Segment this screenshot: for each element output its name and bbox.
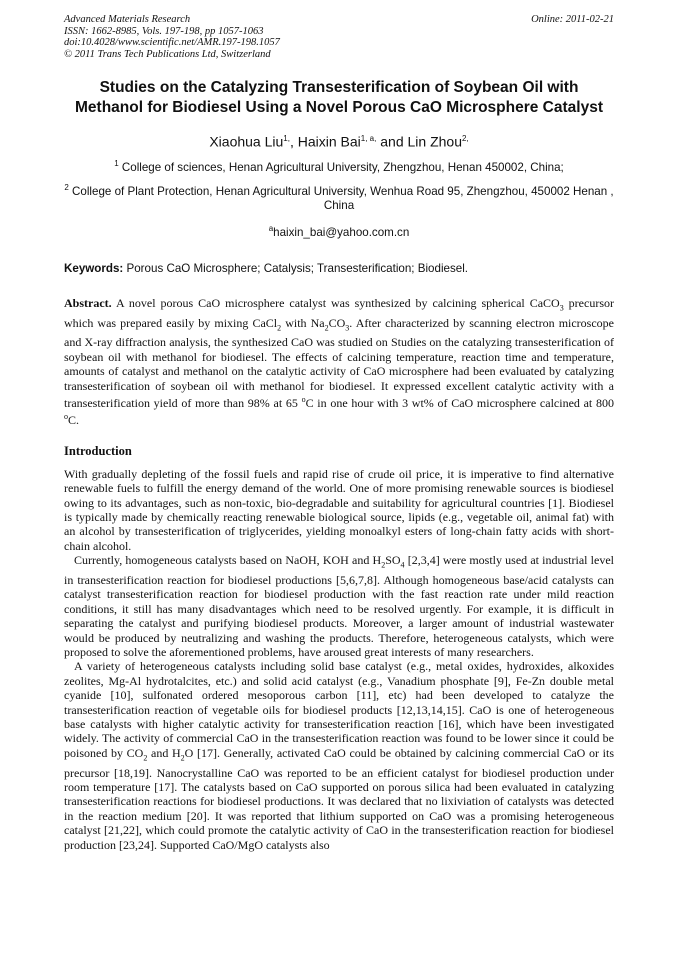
author-3: and Lin Zhou	[376, 133, 462, 150]
degree-sup: o	[301, 394, 306, 404]
sub-2: 2	[381, 560, 386, 570]
sub-3: 3	[345, 322, 350, 332]
para2-text-a: Currently, homogeneous catalysts based on NaOH, KOH and H	[74, 553, 382, 568]
affiliation-2-sup: 2	[64, 183, 69, 193]
keywords	[64, 262, 614, 276]
journal-name: Advanced Materials Research	[64, 14, 191, 25]
abstract-text-1: A novel porous CaO microsphere catalyst was synthesized by calcining spherical CaCO	[111, 295, 560, 310]
email-text: haixin_bai@yahoo.com.cn	[273, 225, 410, 239]
paper-page	[64, 14, 614, 852]
sub-3: 3	[559, 303, 564, 313]
sub-2: 2	[180, 753, 185, 763]
title-line-2: Methanol for Biodiesel Using a Novel Porous CaO Microsphere Catalyst	[75, 99, 603, 116]
abstract	[64, 296, 614, 428]
para3-text-c: O [17]. Generally, activated CaO could be obtained by calcining commercial CaO or its precursor [18,19]. Nanocrystalline CaO was reported to be an efficient catalyst for biodiesel production under room temperature [17]. The catalysts based on CaO supported on porous silica had been evaluated in catalyzing transesterification reactions for biodiesel productions. It was declared that no lixiviation of catalysts was detected in the reaction medium [20]. It was reported that lithium supported on CaO was a promising heterogeneous catalyst [21,22], which could promote the catalytic activity of CaO in the transesterification reaction for biodiesel production [23,24]. Supported CaO/MgO catalysts also	[64, 745, 615, 852]
author-2: , Haixin Bai	[289, 133, 361, 150]
author-1: Xiaohua Liu	[209, 133, 284, 150]
abstract-text-5: . After characterized by scanning electron microscope and X-ray diffraction analysis, the synthesized CaO was studied on Studies on the catalyzing transesterification of soybean oil with methanol for biodiesel. The effects of calcining temperature, reaction time and temperature, amounts of catalyst and methanol on the catalytic activity of CaO microsphere had been evaluated by catalyzing transesterification of soybean oil with methanol for biodiesel. It expressed excellent catalytic activity with a transesterification yield of more than 98% at 65	[64, 315, 615, 410]
intro-paragraph-3	[64, 659, 614, 852]
para2-text-b: SO	[385, 553, 401, 568]
keywords-label: Keywords:	[64, 261, 124, 275]
abstract-label: Abstract.	[64, 295, 112, 310]
paper-title	[64, 78, 614, 118]
author-2-sup: 1, a,	[360, 134, 377, 143]
abstract-text-3: with Na	[281, 315, 325, 330]
author-3-sup: 2,	[461, 134, 469, 143]
sub-2: 2	[324, 322, 329, 332]
email-sup: a	[268, 223, 274, 233]
affiliation-1-sup: 1	[114, 158, 119, 168]
journal-issn: ISSN: 1662-8985, Vols. 197-198, pp 1057-1063	[64, 25, 264, 37]
para3-text-a: A variety of heterogeneous catalysts including solid base catalyst (e.g., metal oxides, hydroxides, alkoxides zeolites, Mg-Al hydrotalcites, etc.) and solid acid catalyst (e.g., Vanadium phosphate [9], Fe-Zn double metal cyanide [10], sulfonated ordered mesoporous carbon [11], etc) had been developed to catalyze the transesterification reaction of vegetable oils for biodiesel products [12,13,14,15]. CaO is one of heterogeneous base catalysts with higher catalytic activity for transesterification reaction [16], which have been investigated widely. The activity of commercial CaO in the transesterification reaction was found to be lower since it could be poisoned by CO	[64, 659, 614, 760]
author-list	[64, 130, 614, 151]
sub-2: 2	[143, 753, 148, 763]
affiliation-1	[64, 157, 614, 175]
journal-copyright: © 2011 Trans Tech Publications Ltd, Switzerland	[64, 48, 271, 60]
abstract-text-4: CO	[328, 315, 346, 330]
affiliation-2	[64, 181, 614, 214]
affiliation-1-text: College of sciences, Henan Agricultural University, Zhengzhou, Henan 450002, China;	[118, 160, 564, 174]
sub-2: 2	[277, 322, 282, 332]
section-heading-introduction: Introduction	[64, 443, 132, 458]
para3-text-b: and H	[147, 745, 181, 760]
journal-header	[64, 14, 614, 70]
intro-paragraph-2	[64, 553, 614, 659]
abstract-text-7: C.	[68, 413, 80, 428]
journal-doi: doi:10.4028/www.scientific.net/AMR.197-198.1057	[64, 37, 280, 48]
sub-4: 4	[400, 560, 405, 570]
online-date: Online: 2011-02-21	[531, 14, 614, 25]
abstract-text-6: C in one hour with 3 wt% of CaO microsphere calcined at 800	[305, 395, 614, 410]
degree-sup: o	[64, 412, 68, 422]
author-email	[64, 222, 614, 240]
intro-paragraph-1: With gradually depleting of the fossil fuels and rapid rise of crude oil price, it is imperative to find alternative renewable fuels to fulfill the energy demand of the world. One of more promising renewable sources is biodiesel owing to its advantages, such as non-toxic, bio-degradable and suitability for agricultural countries [1]. Biodiesel is typically made by chemically reacting renewable biological source, lipids (e.g., vegetable oil, animal fat) with an alcohol by transesterification of triglycerides, yielding monoalkyl esters of long-chain fatty acids with short-chain alcohol.	[64, 466, 614, 553]
author-1-sup: 1,	[283, 134, 290, 143]
title-line-1: Studies on the Catalyzing Transesterification of Soybean Oil with	[99, 79, 579, 96]
affiliation-2-text: College of Plant Protection, Henan Agricultural University, Wenhua Road 95, Zhengzhou, 450002 Henan , China	[68, 184, 614, 213]
para2-text-c: [2,3,4] were mostly used at industrial level in transesterification reaction for biodiesel productions [5,6,7,8]. Although homogeneous base/acid catalysts can catalyst transesterification reaction for biodiesel production with the fast reaction rate under mild reaction conditions, it still has many disadvantages which need to be resolved urgently. For example, it is difficult in separating the catalyst and purifying biodiesel products. Moreover, a larger amount of industrial wastewater would be produced by neutralizing and washing the products. Therefore, heterogeneous catalysts, which were proposed to solve the aforementioned problems, have aroused great interests of many researchers.	[64, 553, 614, 660]
keywords-text: Porous CaO Microsphere; Catalysis; Transesterification; Biodiesel.	[123, 261, 469, 275]
abstract-text-2: precursor which was prepared easily by mixing CaCl	[64, 295, 614, 330]
